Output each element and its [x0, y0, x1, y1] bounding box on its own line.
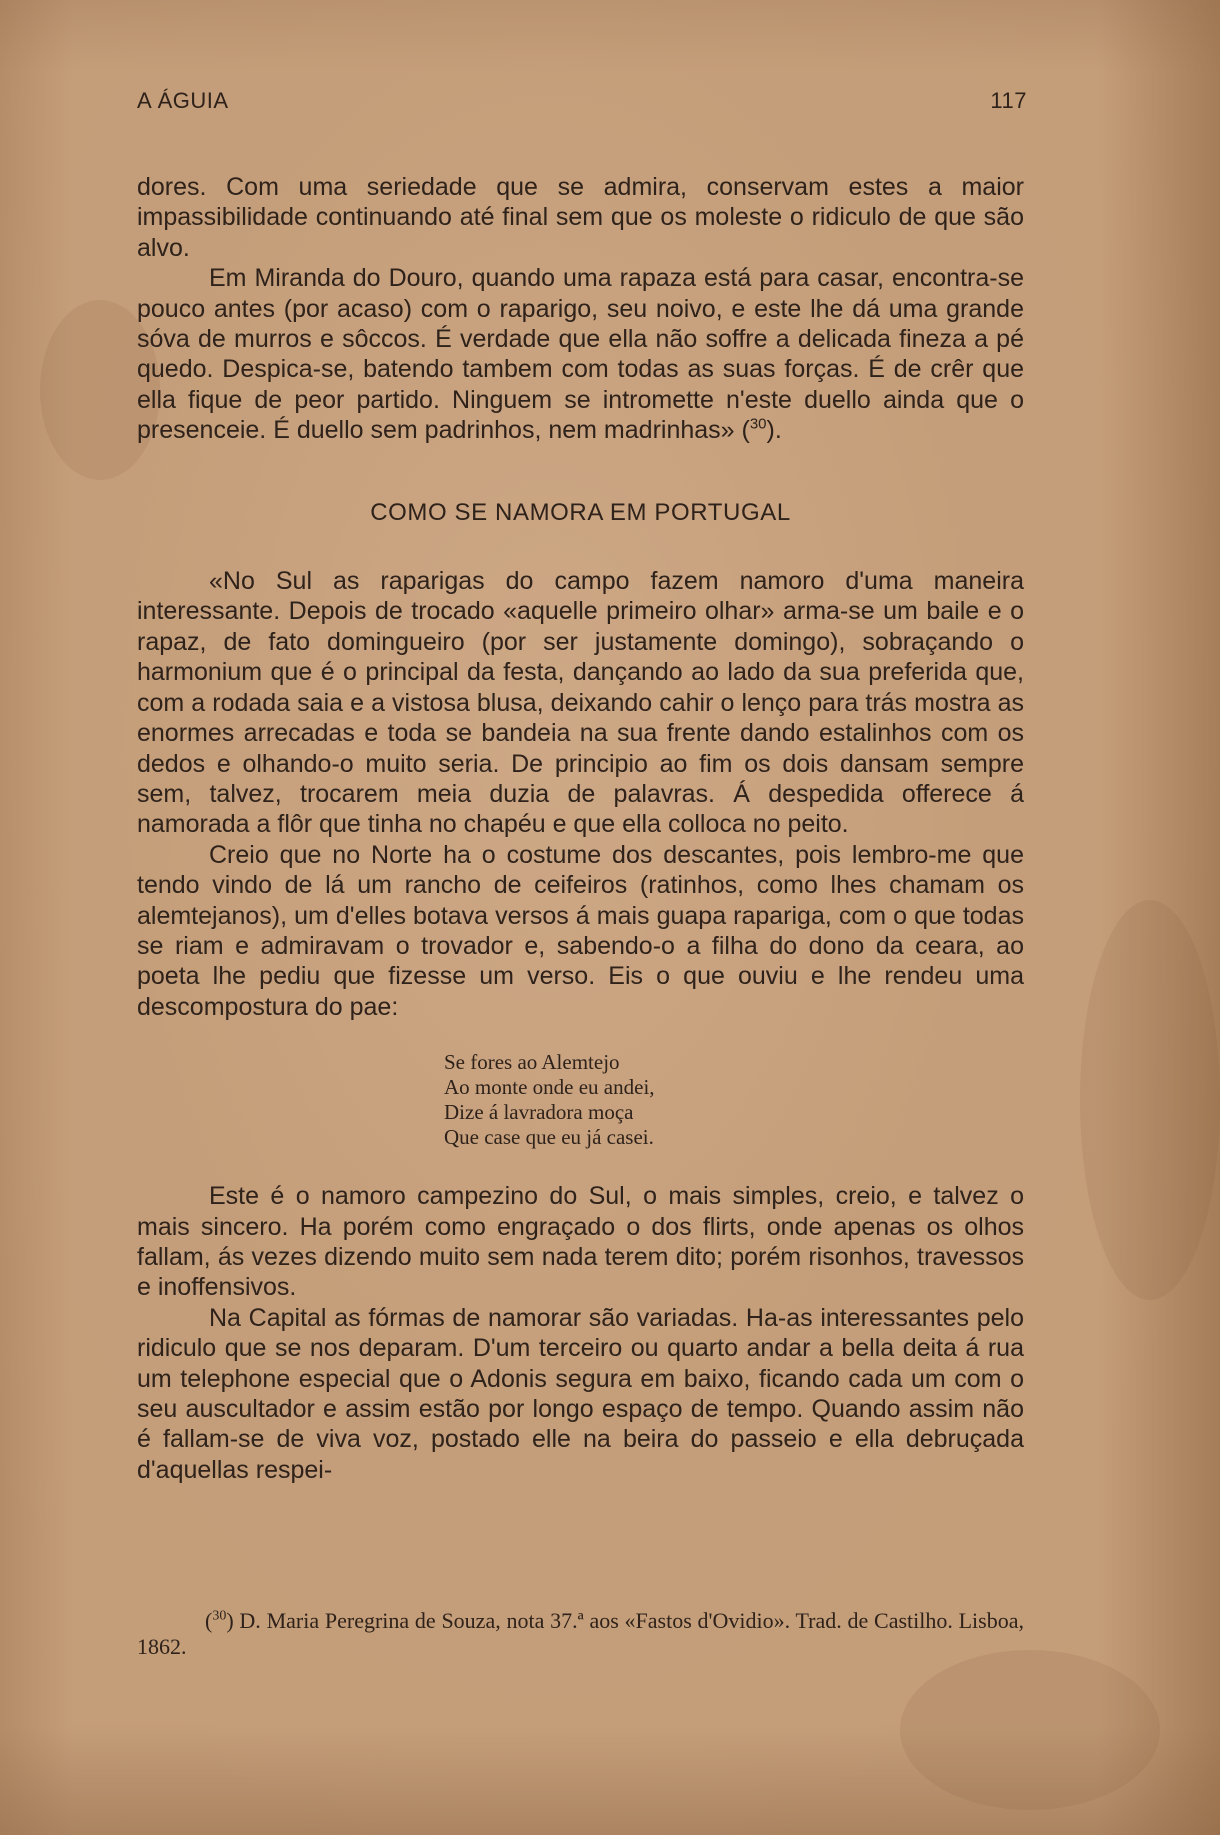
page-header: [137, 88, 1027, 122]
verse-line: Que case que eu já casei.: [444, 1125, 654, 1150]
body-text: [137, 172, 1024, 1485]
paragraph: «No Sul as raparigas do campo fazem namoro d'uma maneira interessante. Depois de trocado «aquelle primeiro olhar» arma-se um baile e o rapaz, de fato domingueiro (por ser justamente domingo), sobraçando o harmonium que é o principal da festa, dançando ao lado da sua preferida que, com a rodada saia e a vistosa blusa, deixando cahir o lenço para trás mostra as enormes arrecadas e toda se bandeia na sua frente dando estalinhos com os dedos e olhando-o muito seria. De principio ao fim os dois dansam sempre sem, talvez, trocarem meia duzia de palavras. Á despedida offerece á namorada a flôr que tinha no chapéu e que ella colloca no peito.: [137, 567, 1024, 839]
footnote-text: D. Maria Peregrina de Souza, nota 37.ª aos «Fastos d'Ovidio». Trad. de Castilho. Lisboa, 1862.: [137, 1608, 1024, 1659]
paragraph: Na Capital as fórmas de namorar são variadas. Ha-as interessantes pelo ridiculo que se nos deparam. D'um terceiro ou quarto andar a bella deita á rua um telephone especial que o Adonis segura em baixo, ficando cada um com o seu auscultador e assim estão por longo espaço de tempo. Quando assim não é fallam-se de viva voz, postado elle na beira do passeio e ella debruçada d'aquellas respei-: [137, 1303, 1024, 1484]
paragraph: Este é o namoro campezino do Sul, o mais simples, creio, e talvez o mais sincero. Ha porém como engraçado o dos flirts, onde apenas os olhos fallam, ás vezes dizendo muito sem nada terem dito; porém risonhos, travessos e inoffensivos.: [137, 1182, 1024, 1302]
paragraph-text: Em Miranda do Douro, quando uma rapaza está para casar, encontra-se pouco antes (por acaso) com o raparigo, seu noivo, e este lhe dá uma grande sóva de murros e sôccos. É verdade que ella não soffre a delicada fineza a pé quedo. Despica-se, batendo tambem com todas as suas forças. É de crêr que ella fique de peor partido. Ninguem se intromette n'este duello ainda que o presenceie. É duello sem padrinhos, nem madrinhas»: [137, 264, 1024, 445]
running-title: A ÁGUIA: [137, 88, 229, 113]
paragraph: dores. Com uma seriedade que se admira, conservam estes a maior impassibilidade continuando até final sem que os moleste o ridiculo de que são alvo.: [137, 173, 1024, 262]
section-heading: COMO SE NAMORA EM PORTUGAL: [370, 498, 791, 526]
paper-stain: [1080, 900, 1220, 1300]
verse-line: Se fores ao Alemtejo: [444, 1050, 620, 1075]
paragraph: Em Miranda do Douro, quando uma rapaza está para casar, encontra-se pouco antes (por acaso) com o raparigo, seu noivo, e este lhe dá uma grande sóva de murros e sôccos. É verdade que ella não soffre a delicada fineza a pé quedo. Despica-se, batendo tambem com todas as suas forças. É de crêr que ella fique de peor partido. Ninguem se intromette n'este duello ainda que o presenceie. É duello sem padrinhos, nem madrinhas» ($^{30}$).: [137, 264, 1024, 445]
page-number: 117: [990, 88, 1027, 113]
verse-quatrain: [444, 1050, 1024, 1150]
footnote-marker: 30: [212, 1608, 227, 1624]
verse-line: Dize á lavradora moça: [444, 1100, 634, 1125]
verse-line: Ao monte onde eu andei,: [444, 1075, 655, 1100]
paragraph: Creio que no Norte ha o costume dos descantes, pois lembro-me que tendo vindo de lá um rancho de ceifeiros (ratinhos, como lhes chamam os alemtejanos), um d'elles botava versos á mais guapa rapariga, com o que todas se riam e admiravam o trovador e, sabendo-o a filha do dono da ceara, ao poeta lhe pediu que fizesse um verso. Eis o que ouviu e lhe rendeu uma descompostura do pae:: [137, 840, 1024, 1021]
paper-stain: [900, 1650, 1160, 1810]
footnote: ($^{30}$) D. Maria Peregrina de Souza, nota 37.ª aos «Fastos d'Ovidio». Trad. de Castilho. Lisboa, 1862.: [137, 1608, 1024, 1659]
footnote-reference: 30: [749, 415, 767, 433]
